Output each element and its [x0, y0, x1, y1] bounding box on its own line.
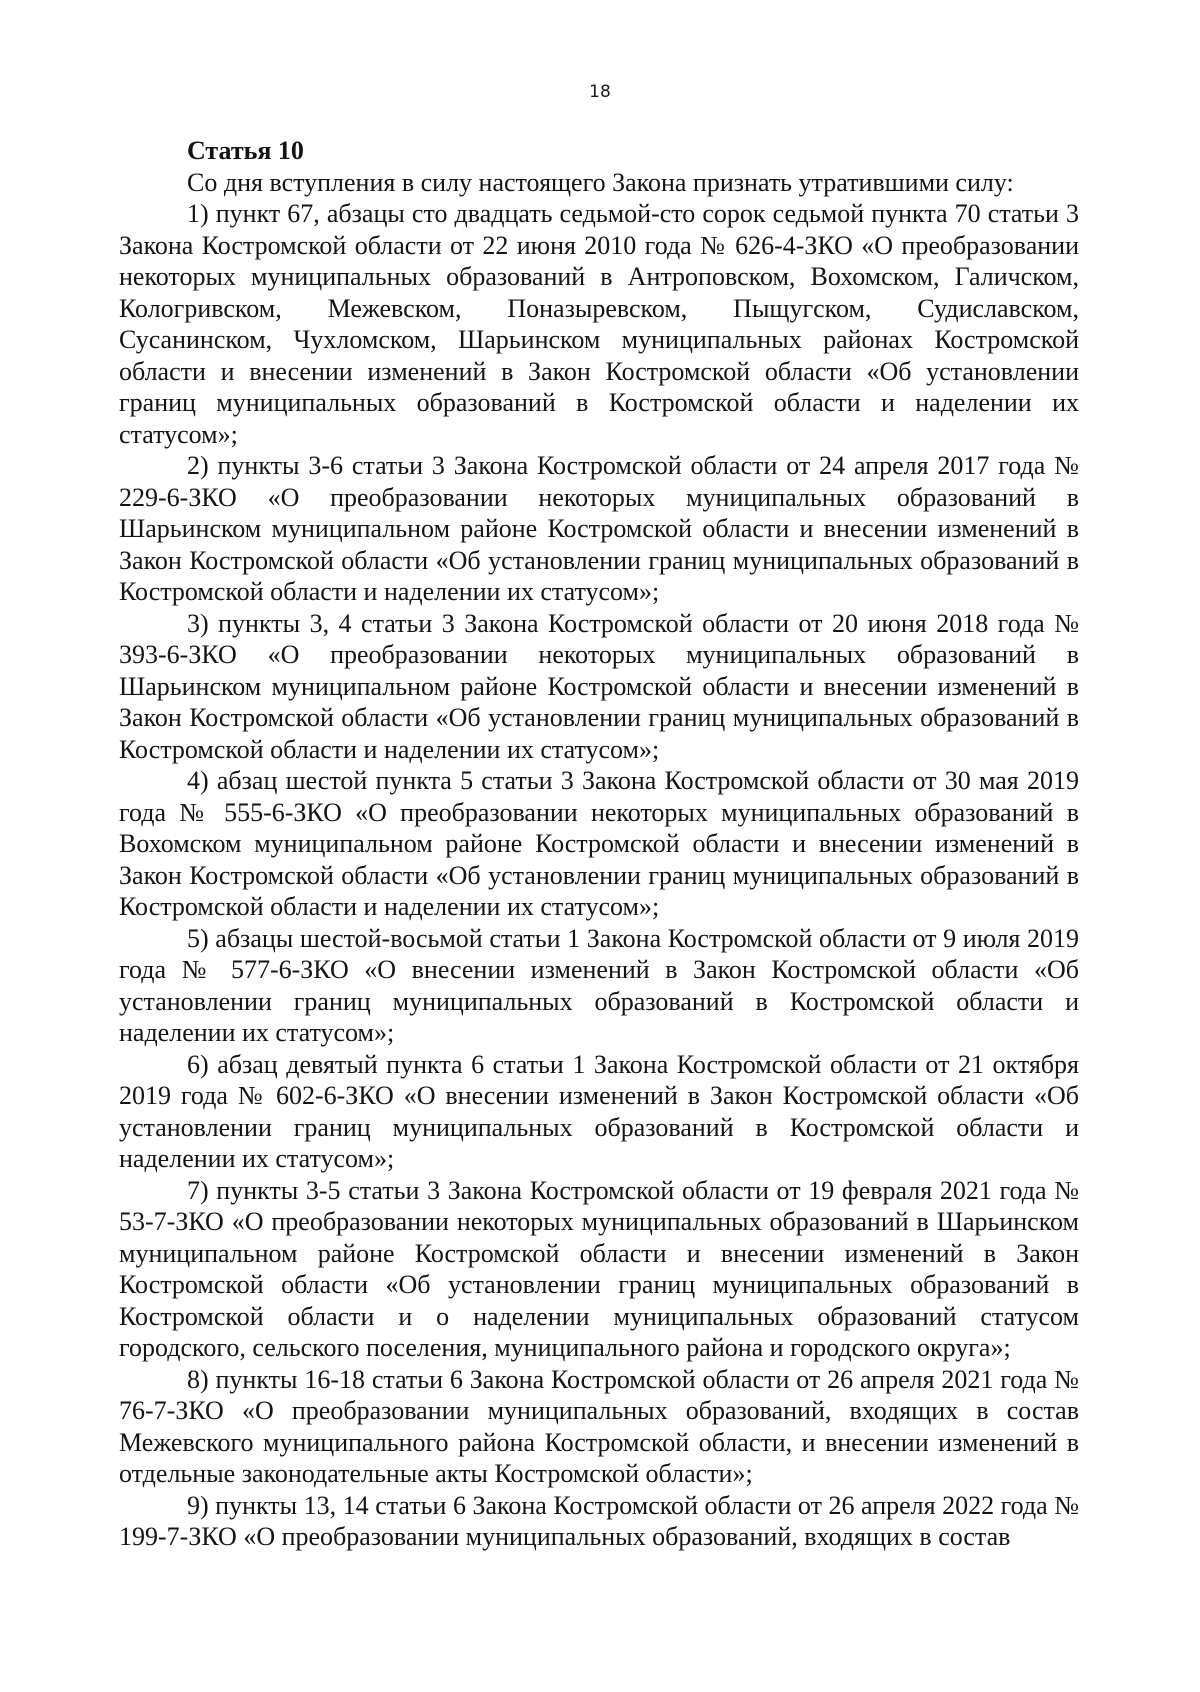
- list-item-7: 7) пункты 3-5 статьи 3 Закона Костромской области от 19 февраля 2021 года № 53-7-ЗКО «О преобразовании некоторых муниципальных образований в Шарьинском муниципальном районе Костромской области и внесении изменений в Закон Костромской области «Об установлении границ муниципальных образований в Костромской области и о наделении муниципальных образований статусом городского, сельского поселения, муниципального района и городского округа»;: [119, 1175, 1079, 1362]
- list-item-4: 4) абзац шестой пункта 5 статьи 3 Закона Костромской области от 30 мая 2019 года № 555-6-ЗКО «О преобразовании некоторых муниципальных образований в Вохомском муниципальном районе Костромской области и внесении изменений в Закон Костромской области «Об установлении границ муниципальных образований в Костромской области и наделении их статусом»;: [119, 766, 1079, 921]
- article-title: Статья 10: [187, 136, 304, 165]
- list-item-5: 5) абзацы шестой-восьмой статьи 1 Закона Костромской области от 9 июля 2019 года № 577-6-ЗКО «О внесении изменений в Закон Костромской области «Об установлении границ муниципальных образований в Костромской области и наделении их статусом»;: [119, 923, 1079, 1047]
- list-item-8: 8) пункты 16-18 статьи 6 Закона Костромской области от 26 апреля 2021 года № 76-7-ЗКО «О преобразовании муниципальных образований, входящих в состав Межевского муниципального района Костромской области, и внесении изменений в отдельные законодательные акты Костромской области»;: [119, 1364, 1079, 1488]
- document-body: [119, 135, 1079, 1553]
- list-item-2: 2) пункты 3-6 статьи 3 Закона Костромской области от 24 апреля 2017 года № 229-6-ЗКО «О преобразовании некоторых муниципальных образований в Шарьинском муниципальном районе Костромской области и внесении изменений в Закон Костромской области «Об установлении границ муниципальных образований в Костромской области и наделении их статусом»;: [119, 451, 1079, 606]
- list-item-9: 9) пункты 13, 14 статьи 6 Закона Костромской области от 26 апреля 2022 года № 199-7-ЗКО «О преобразовании муниципальных образований, входящих в состав: [119, 1490, 1079, 1551]
- list-item-3: 3) пункты 3, 4 статьи 3 Закона Костромской области от 20 июня 2018 года № 393-6-ЗКО «О преобразовании некоторых муниципальных образований в Шарьинском муниципальном районе Костромской области и внесении изменений в Закон Костромской области «Об установлении границ муниципальных образований в Костромской области и наделении их статусом»;: [119, 608, 1079, 764]
- list-item-6: 6) абзац девятый пункта 6 статьи 1 Закона Костромской области от 21 октября 2019 года № 602-6-ЗКО «О внесении изменений в Закон Костромской области «Об установлении границ муниципальных образований в Костромской области и наделении их статусом»;: [119, 1049, 1079, 1173]
- list-item-1: 1) пункт 67, абзацы сто двадцать седьмой-сто сорок седьмой пункта 70 статьи 3 Закона Костромской области от 22 июня 2010 года № 626-4-ЗКО «О преобразовании некоторых муниципальных образований в Антроповском, Вохомском, Галичском, Кологривском, Межевском, Поназыревском, Пыщугском, Судиславском, Сусанинском, Чухломском, Шарьинском муниципальных районах Костромской области и внесении изменений в Закон Костромской области «Об установлении границ муниципальных образований в Костромской области и наделении их статусом»;: [119, 199, 1079, 449]
- intro-paragraph: Со дня вступления в силу настоящего Закона признать утратившими силу:: [187, 167, 1014, 197]
- page-number: 18: [589, 82, 611, 102]
